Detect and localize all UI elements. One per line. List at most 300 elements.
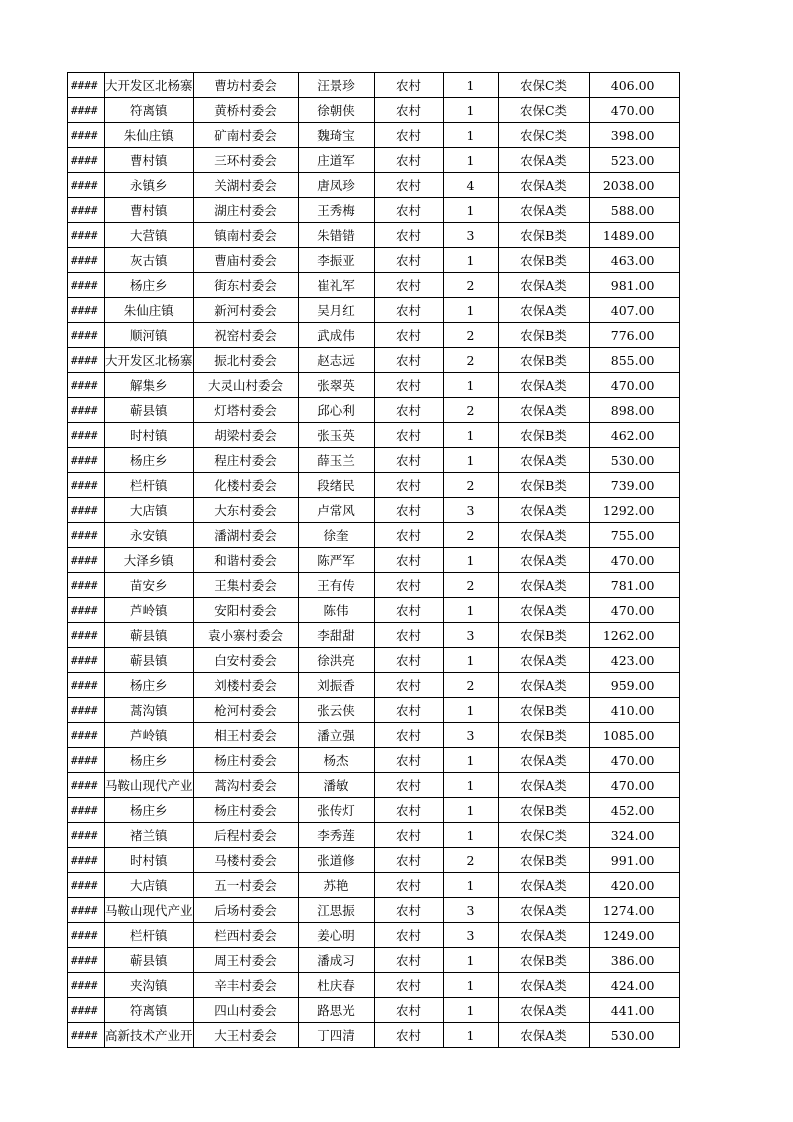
row-id-cell: #### [68, 648, 105, 673]
name-cell: 魏琦宝 [298, 123, 374, 148]
category-cell: 农保A类 [498, 298, 589, 323]
amount-cell: 424.00 [589, 973, 679, 998]
town-cell: 灰古镇 [105, 248, 194, 273]
town-cell: 杨庄乡 [105, 448, 194, 473]
name-cell: 苏艳 [298, 873, 374, 898]
household-count-cell: 2 [443, 323, 498, 348]
area-type-cell: 农村 [374, 773, 443, 798]
category-cell: 农保A类 [498, 573, 589, 598]
name-cell: 丁四清 [298, 1023, 374, 1048]
name-cell: 潘立强 [298, 723, 374, 748]
table-row [68, 823, 680, 848]
table-row [68, 373, 680, 398]
town-cell: 解集乡 [105, 373, 194, 398]
village-cell: 振北村委会 [193, 348, 298, 373]
category-cell: 农保C类 [498, 73, 589, 98]
amount-cell: 776.00 [589, 323, 679, 348]
town-cell: 杨庄乡 [105, 748, 194, 773]
table-row [68, 473, 680, 498]
row-id-cell: #### [68, 473, 105, 498]
area-type-cell: 农村 [374, 698, 443, 723]
name-cell: 江思振 [298, 898, 374, 923]
row-id-cell: #### [68, 598, 105, 623]
category-cell: 农保B类 [498, 248, 589, 273]
name-cell: 吴月红 [298, 298, 374, 323]
household-count-cell: 2 [443, 398, 498, 423]
table-row [68, 573, 680, 598]
amount-cell: 420.00 [589, 873, 679, 898]
name-cell: 段绪民 [298, 473, 374, 498]
amount-cell: 1085.00 [589, 723, 679, 748]
name-cell: 崔礼军 [298, 273, 374, 298]
area-type-cell: 农村 [374, 348, 443, 373]
name-cell: 赵志远 [298, 348, 374, 373]
household-count-cell: 2 [443, 848, 498, 873]
row-id-cell: #### [68, 323, 105, 348]
table-row [68, 498, 680, 523]
amount-cell: 755.00 [589, 523, 679, 548]
table-row [68, 898, 680, 923]
area-type-cell: 农村 [374, 373, 443, 398]
town-cell: 蕲县镇 [105, 623, 194, 648]
town-cell: 蕲县镇 [105, 648, 194, 673]
village-cell: 程庄村委会 [193, 448, 298, 473]
town-cell: 杨庄乡 [105, 798, 194, 823]
area-type-cell: 农村 [374, 798, 443, 823]
name-cell: 张翠英 [298, 373, 374, 398]
row-id-cell: #### [68, 998, 105, 1023]
row-id-cell: #### [68, 98, 105, 123]
area-type-cell: 农村 [374, 73, 443, 98]
town-cell: 永镇乡 [105, 173, 194, 198]
area-type-cell: 农村 [374, 723, 443, 748]
table-row [68, 323, 680, 348]
row-id-cell: #### [68, 348, 105, 373]
row-id-cell: #### [68, 548, 105, 573]
area-type-cell: 农村 [374, 898, 443, 923]
village-cell: 杨庄村委会 [193, 748, 298, 773]
town-cell: 苗安乡 [105, 573, 194, 598]
town-cell: 大开发区北杨寨 [105, 348, 194, 373]
row-id-cell: #### [68, 123, 105, 148]
row-id-cell: #### [68, 623, 105, 648]
row-id-cell: #### [68, 848, 105, 873]
category-cell: 农保A类 [498, 523, 589, 548]
row-id-cell: #### [68, 673, 105, 698]
village-cell: 镇南村委会 [193, 223, 298, 248]
village-cell: 三环村委会 [193, 148, 298, 173]
village-cell: 相王村委会 [193, 723, 298, 748]
category-cell: 农保A类 [498, 923, 589, 948]
category-cell: 农保A类 [498, 773, 589, 798]
amount-cell: 470.00 [589, 748, 679, 773]
household-count-cell: 1 [443, 373, 498, 398]
amount-cell: 324.00 [589, 823, 679, 848]
category-cell: 农保A类 [498, 173, 589, 198]
area-type-cell: 农村 [374, 923, 443, 948]
town-cell: 蕲县镇 [105, 948, 194, 973]
household-count-cell: 1 [443, 123, 498, 148]
category-cell: 农保A类 [498, 448, 589, 473]
village-cell: 王集村委会 [193, 573, 298, 598]
row-id-cell: #### [68, 198, 105, 223]
area-type-cell: 农村 [374, 98, 443, 123]
area-type-cell: 农村 [374, 848, 443, 873]
name-cell: 汪景珍 [298, 73, 374, 98]
name-cell: 武成伟 [298, 323, 374, 348]
household-count-cell: 1 [443, 598, 498, 623]
data-table [67, 72, 680, 1048]
amount-cell: 470.00 [589, 373, 679, 398]
amount-cell: 530.00 [589, 448, 679, 473]
row-id-cell: #### [68, 498, 105, 523]
town-cell: 马鞍山现代产业 [105, 773, 194, 798]
table-row [68, 923, 680, 948]
row-id-cell: #### [68, 1023, 105, 1048]
table-row [68, 698, 680, 723]
row-id-cell: #### [68, 273, 105, 298]
table-row [68, 723, 680, 748]
name-cell: 张云侠 [298, 698, 374, 723]
household-count-cell: 2 [443, 523, 498, 548]
village-cell: 关湖村委会 [193, 173, 298, 198]
area-type-cell: 农村 [374, 948, 443, 973]
village-cell: 刘楼村委会 [193, 673, 298, 698]
category-cell: 农保A类 [498, 373, 589, 398]
area-type-cell: 农村 [374, 973, 443, 998]
village-cell: 矿南村委会 [193, 123, 298, 148]
name-cell: 徐朝侠 [298, 98, 374, 123]
household-count-cell: 1 [443, 248, 498, 273]
village-cell: 祝窑村委会 [193, 323, 298, 348]
town-cell: 大营镇 [105, 223, 194, 248]
amount-cell: 410.00 [589, 698, 679, 723]
row-id-cell: #### [68, 73, 105, 98]
household-count-cell: 1 [443, 698, 498, 723]
table-row [68, 348, 680, 373]
table-row [68, 398, 680, 423]
village-cell: 大王村委会 [193, 1023, 298, 1048]
household-count-cell: 1 [443, 148, 498, 173]
amount-cell: 530.00 [589, 1023, 679, 1048]
town-cell: 顺河镇 [105, 323, 194, 348]
town-cell: 符离镇 [105, 998, 194, 1023]
row-id-cell: #### [68, 873, 105, 898]
table-row [68, 448, 680, 473]
row-id-cell: #### [68, 798, 105, 823]
town-cell: 时村镇 [105, 848, 194, 873]
village-cell: 蒿沟村委会 [193, 773, 298, 798]
area-type-cell: 农村 [374, 273, 443, 298]
area-type-cell: 农村 [374, 548, 443, 573]
area-type-cell: 农村 [374, 1023, 443, 1048]
town-cell: 栏杆镇 [105, 473, 194, 498]
village-cell: 袁小寨村委会 [193, 623, 298, 648]
area-type-cell: 农村 [374, 623, 443, 648]
amount-cell: 588.00 [589, 198, 679, 223]
area-type-cell: 农村 [374, 123, 443, 148]
town-cell: 栏杆镇 [105, 923, 194, 948]
amount-cell: 855.00 [589, 348, 679, 373]
category-cell: 农保A类 [498, 973, 589, 998]
household-count-cell: 3 [443, 898, 498, 923]
amount-cell: 470.00 [589, 598, 679, 623]
town-cell: 朱仙庄镇 [105, 123, 194, 148]
village-cell: 四山村委会 [193, 998, 298, 1023]
household-count-cell: 1 [443, 748, 498, 773]
table-row [68, 548, 680, 573]
name-cell: 姜心明 [298, 923, 374, 948]
household-count-cell: 2 [443, 473, 498, 498]
town-cell: 蕲县镇 [105, 398, 194, 423]
village-cell: 周王村委会 [193, 948, 298, 973]
amount-cell: 1292.00 [589, 498, 679, 523]
name-cell: 李秀莲 [298, 823, 374, 848]
table-row [68, 948, 680, 973]
category-cell: 农保A类 [498, 598, 589, 623]
row-id-cell: #### [68, 698, 105, 723]
table-row [68, 123, 680, 148]
table-row [68, 673, 680, 698]
name-cell: 张玉英 [298, 423, 374, 448]
area-type-cell: 农村 [374, 748, 443, 773]
amount-cell: 1274.00 [589, 898, 679, 923]
household-count-cell: 1 [443, 198, 498, 223]
category-cell: 农保B类 [498, 623, 589, 648]
area-type-cell: 农村 [374, 173, 443, 198]
name-cell: 潘敏 [298, 773, 374, 798]
village-cell: 黄桥村委会 [193, 98, 298, 123]
area-type-cell: 农村 [374, 673, 443, 698]
name-cell: 徐洪亮 [298, 648, 374, 673]
area-type-cell: 农村 [374, 473, 443, 498]
household-count-cell: 3 [443, 623, 498, 648]
table-row [68, 273, 680, 298]
village-cell: 潘湖村委会 [193, 523, 298, 548]
name-cell: 刘振香 [298, 673, 374, 698]
town-cell: 大开发区北杨寨 [105, 73, 194, 98]
category-cell: 农保B类 [498, 223, 589, 248]
row-id-cell: #### [68, 148, 105, 173]
amount-cell: 452.00 [589, 798, 679, 823]
name-cell: 邱心利 [298, 398, 374, 423]
town-cell: 永安镇 [105, 523, 194, 548]
household-count-cell: 2 [443, 673, 498, 698]
town-cell: 马鞍山现代产业 [105, 898, 194, 923]
name-cell: 徐奎 [298, 523, 374, 548]
amount-cell: 398.00 [589, 123, 679, 148]
household-count-cell: 4 [443, 173, 498, 198]
amount-cell: 991.00 [589, 848, 679, 873]
table-row [68, 773, 680, 798]
area-type-cell: 农村 [374, 148, 443, 173]
amount-cell: 462.00 [589, 423, 679, 448]
village-cell: 新河村委会 [193, 298, 298, 323]
row-id-cell: #### [68, 748, 105, 773]
household-count-cell: 1 [443, 73, 498, 98]
row-id-cell: #### [68, 173, 105, 198]
town-cell: 芦岭镇 [105, 723, 194, 748]
area-type-cell: 农村 [374, 423, 443, 448]
table-row [68, 748, 680, 773]
village-cell: 和谐村委会 [193, 548, 298, 573]
town-cell: 时村镇 [105, 423, 194, 448]
town-cell: 蒿沟镇 [105, 698, 194, 723]
row-id-cell: #### [68, 948, 105, 973]
category-cell: 农保A类 [498, 148, 589, 173]
village-cell: 曹庙村委会 [193, 248, 298, 273]
table-row [68, 1023, 680, 1048]
amount-cell: 2038.00 [589, 173, 679, 198]
village-cell: 灯塔村委会 [193, 398, 298, 423]
town-cell: 大店镇 [105, 498, 194, 523]
household-count-cell: 3 [443, 498, 498, 523]
row-id-cell: #### [68, 573, 105, 598]
town-cell: 芦岭镇 [105, 598, 194, 623]
village-cell: 化楼村委会 [193, 473, 298, 498]
name-cell: 李振亚 [298, 248, 374, 273]
village-cell: 后场村委会 [193, 898, 298, 923]
amount-cell: 1262.00 [589, 623, 679, 648]
household-count-cell: 3 [443, 723, 498, 748]
name-cell: 张道修 [298, 848, 374, 873]
town-cell: 杨庄乡 [105, 273, 194, 298]
amount-cell: 781.00 [589, 573, 679, 598]
household-count-cell: 1 [443, 423, 498, 448]
village-cell: 街东村委会 [193, 273, 298, 298]
category-cell: 农保A类 [498, 673, 589, 698]
household-count-cell: 1 [443, 998, 498, 1023]
area-type-cell: 农村 [374, 573, 443, 598]
name-cell: 卢常风 [298, 498, 374, 523]
row-id-cell: #### [68, 373, 105, 398]
table-row [68, 598, 680, 623]
row-id-cell: #### [68, 823, 105, 848]
name-cell: 陈伟 [298, 598, 374, 623]
area-type-cell: 农村 [374, 523, 443, 548]
category-cell: 农保B类 [498, 723, 589, 748]
town-cell: 大店镇 [105, 873, 194, 898]
category-cell: 农保A类 [498, 648, 589, 673]
table-row [68, 73, 680, 98]
amount-cell: 898.00 [589, 398, 679, 423]
row-id-cell: #### [68, 448, 105, 473]
category-cell: 农保C类 [498, 98, 589, 123]
row-id-cell: #### [68, 423, 105, 448]
category-cell: 农保A类 [498, 198, 589, 223]
row-id-cell: #### [68, 923, 105, 948]
category-cell: 农保A类 [498, 748, 589, 773]
household-count-cell: 1 [443, 448, 498, 473]
village-cell: 后程村委会 [193, 823, 298, 848]
category-cell: 农保A类 [498, 873, 589, 898]
table-row [68, 523, 680, 548]
table-row [68, 298, 680, 323]
village-cell: 辛丰村委会 [193, 973, 298, 998]
table-row [68, 98, 680, 123]
name-cell: 张传灯 [298, 798, 374, 823]
village-cell: 大东村委会 [193, 498, 298, 523]
row-id-cell: #### [68, 773, 105, 798]
row-id-cell: #### [68, 223, 105, 248]
amount-cell: 406.00 [589, 73, 679, 98]
area-type-cell: 农村 [374, 648, 443, 673]
household-count-cell: 1 [443, 648, 498, 673]
village-cell: 安阳村委会 [193, 598, 298, 623]
household-count-cell: 2 [443, 348, 498, 373]
village-cell: 杨庄村委会 [193, 798, 298, 823]
household-count-cell: 1 [443, 298, 498, 323]
area-type-cell: 农村 [374, 998, 443, 1023]
town-cell: 高新技术产业开 [105, 1023, 194, 1048]
name-cell: 薛玉兰 [298, 448, 374, 473]
household-count-cell: 3 [443, 223, 498, 248]
table-row [68, 998, 680, 1023]
household-count-cell: 1 [443, 548, 498, 573]
name-cell: 王有传 [298, 573, 374, 598]
category-cell: 农保B类 [498, 798, 589, 823]
table-row [68, 798, 680, 823]
row-id-cell: #### [68, 298, 105, 323]
table-row [68, 173, 680, 198]
table-row [68, 648, 680, 673]
amount-cell: 386.00 [589, 948, 679, 973]
amount-cell: 407.00 [589, 298, 679, 323]
town-cell: 朱仙庄镇 [105, 298, 194, 323]
town-cell: 曹村镇 [105, 198, 194, 223]
table-row [68, 148, 680, 173]
category-cell: 农保C类 [498, 823, 589, 848]
area-type-cell: 农村 [374, 298, 443, 323]
name-cell: 庄道军 [298, 148, 374, 173]
table-row [68, 873, 680, 898]
category-cell: 农保A类 [498, 898, 589, 923]
area-type-cell: 农村 [374, 598, 443, 623]
amount-cell: 739.00 [589, 473, 679, 498]
amount-cell: 1249.00 [589, 923, 679, 948]
table-row [68, 248, 680, 273]
village-cell: 曹坊村委会 [193, 73, 298, 98]
category-cell: 农保A类 [498, 498, 589, 523]
household-count-cell: 1 [443, 823, 498, 848]
name-cell: 杜庆春 [298, 973, 374, 998]
village-cell: 五一村委会 [193, 873, 298, 898]
row-id-cell: #### [68, 973, 105, 998]
name-cell: 王秀梅 [298, 198, 374, 223]
village-cell: 枪河村委会 [193, 698, 298, 723]
area-type-cell: 农村 [374, 198, 443, 223]
category-cell: 农保A类 [498, 398, 589, 423]
table-row [68, 973, 680, 998]
village-cell: 马楼村委会 [193, 848, 298, 873]
category-cell: 农保B类 [498, 348, 589, 373]
household-count-cell: 1 [443, 1023, 498, 1048]
town-cell: 夹沟镇 [105, 973, 194, 998]
amount-cell: 463.00 [589, 248, 679, 273]
category-cell: 农保B类 [498, 848, 589, 873]
village-cell: 白安村委会 [193, 648, 298, 673]
table-row [68, 423, 680, 448]
area-type-cell: 农村 [374, 223, 443, 248]
amount-cell: 470.00 [589, 773, 679, 798]
row-id-cell: #### [68, 723, 105, 748]
area-type-cell: 农村 [374, 448, 443, 473]
category-cell: 农保B类 [498, 423, 589, 448]
amount-cell: 423.00 [589, 648, 679, 673]
household-count-cell: 1 [443, 798, 498, 823]
category-cell: 农保B类 [498, 473, 589, 498]
amount-cell: 959.00 [589, 673, 679, 698]
